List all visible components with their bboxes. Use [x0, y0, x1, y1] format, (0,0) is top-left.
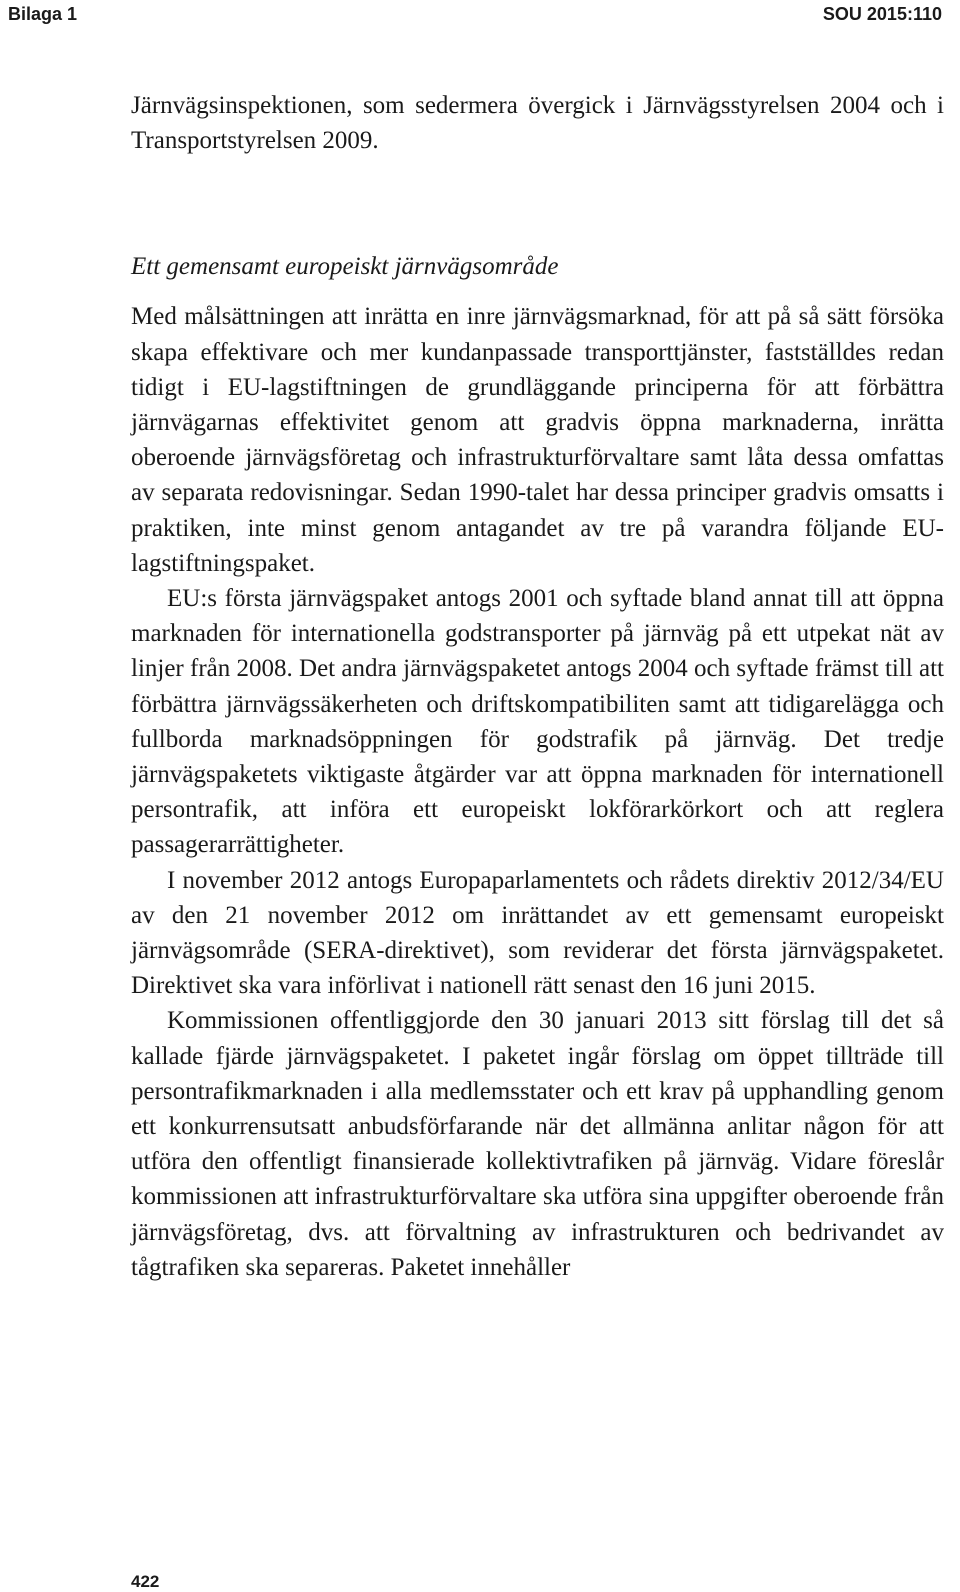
- body-paragraph-4: Kommissionen offentliggjorde den 30 januari 2013 sitt förslag till det så kallade fjärde järnvägspaketet. I paketet ingår förslag om öppet tillträde till persontrafikmarknaden i alla medlemsstater och ett krav på upphandling genom ett konkurrensutsatt anbudsförfarande när det allmänna anlitar någon för att utföra den offentligt finansierade kollektivtrafiken på järnväg. Vidare föreslår kommissionen att infrastrukturförvaltare ska utföra sina uppgifter oberoende från järnvägsföretag, dvs. att förvaltning av infrastrukturen och bedrivandet av tågtrafiken ska separeras. Paketet innehåller: [131, 1007, 944, 1281]
- running-header: [0, 0, 960, 30]
- page-number: 422: [131, 1572, 160, 1591]
- header-appendix-label: Bilaga 1: [8, 4, 78, 24]
- header-report-number: SOU 2015:110: [822, 4, 942, 24]
- body-paragraph-1: Med målsättningen att inrätta en inre järnvägsmarknad, för att på så sätt försöka skapa effektivare och mer kundanpassade transporttjänster, fastställdes redan tidigt i EU-lagstiftningen de grundläggande principerna för att förbättra järnvägarnas effektivitet genom att gradvis öppna marknaderna, inrätta oberoende järnvägsföretag och infrastrukturförvaltare samt låta dessa omfattas av separata redovisningar. Sedan 1990-talet har dessa principer gradvis omsatts i praktiken, inte minst genom antagandet av tre på varandra följande EU-lagstiftningspaket.: [131, 303, 944, 577]
- page-body: [131, 88, 944, 1285]
- body-paragraph-3: I november 2012 antogs Europaparlamentets och rådets direktiv 2012/34/EU av den 21 november 2012 om inrättandet av ett gemensamt europeiskt järnvägsområde (SERA-direktivet), som reviderar det första järnvägspaketet. Direktivet ska vara införlivat i nationell rätt senast den 16 juni 2015.: [131, 866, 944, 1000]
- body-paragraph-2: EU:s första järnvägspaket antogs 2001 och syftade bland annat till att öppna marknaden för internationella godstransporter på järnväg på ett utpekat nät av linjer från 2008. Det andra järnvägspaketet antogs 2004 och syftade främst till att förbättra järnvägssäkerheten och driftskompatibiliten samt att tidigarelägga och fullborda marknadsöppningen för godstrafik på järnväg. Det tredje järnvägspaketets viktigaste åtgärder var att öppna marknaden för internationell persontrafik, att införa ett europeiskt lokförarkörkort och att reglera passagerarrättigheter.: [131, 585, 944, 859]
- intro-paragraph: Järnvägsinspektionen, som sedermera övergick i Järnvägsstyrelsen 2004 och i Transportstyrelsen 2009.: [131, 92, 944, 155]
- section-heading: Ett gemensamt europeiskt järnvägsområde: [131, 253, 559, 281]
